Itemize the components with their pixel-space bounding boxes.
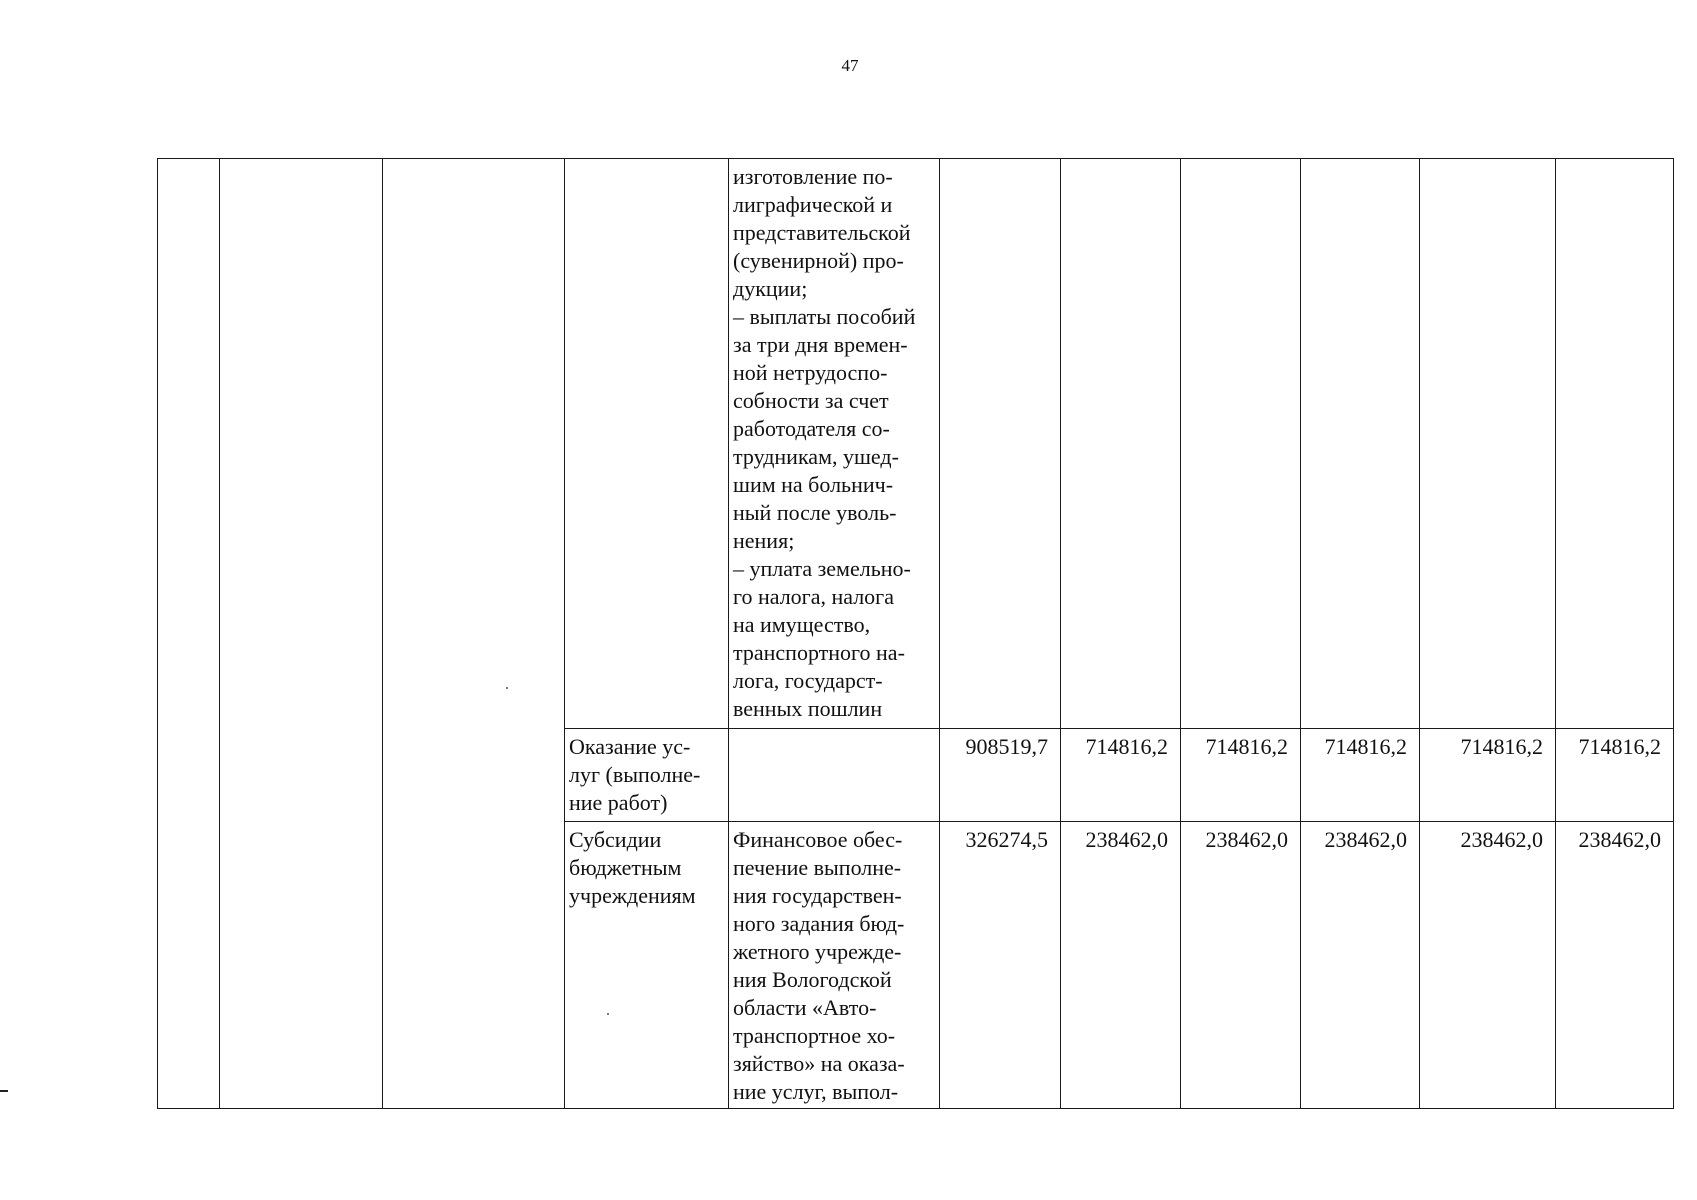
value-text: 238462,0 [1324,827,1407,852]
cell-value [1420,729,1556,822]
value-text: 714816,2 [1324,734,1407,759]
description-text: Финансовое обес- печение выполне- ния государствен- ного задания бюд- жетного учрежде- ния Вологодской области «Авто- транспортное хо- зяйство» на оказа- ние услуг, выпол- [733,827,905,1104]
cell-value [1061,822,1181,1109]
scan-speck [607,1013,609,1015]
value-text: 908519,7 [965,734,1048,759]
cell-category [565,729,729,822]
cell-empty [1061,159,1181,729]
cell-empty [1181,159,1301,729]
cell-value [1420,822,1556,1109]
cell-empty [1556,159,1674,729]
cell-empty [158,159,220,1109]
value-text: 238462,0 [1085,827,1168,852]
value-text: 714816,2 [1205,734,1288,759]
cell-empty [383,159,565,1109]
value-text: 714816,2 [1085,734,1168,759]
value-text: 238462,0 [1460,827,1543,852]
cell-empty [1420,159,1556,729]
cell-empty [1301,159,1420,729]
description-text: изготовление по- лиграфической и представительской (сувенирной) про- дукции; – выплаты пособий за три дня времен- ной нетрудоспо- собности за счет работодателя со- трудникам, ушед- шим на больнич- ный после уволь- нения; – уплата земельно- го налога, налога на имущество, транспортного на- лога, государст- венных пошлин [733,164,916,721]
value-text: 714816,2 [1460,734,1543,759]
budget-table [157,158,1674,1109]
cell-value [1301,729,1420,822]
description-text [729,729,939,733]
category-text: Оказание ус- луг (выполне- ние работ) [569,734,701,815]
cell-value [940,729,1061,822]
value-text: 714816,2 [1578,734,1661,759]
cell-empty [220,159,383,1109]
value-text: 238462,0 [1578,827,1661,852]
cell-value [1181,822,1301,1109]
cell-description [729,822,940,1109]
cell-description [729,729,940,822]
table-row [158,159,1674,729]
page-number: 47 [841,56,859,75]
cell-description [729,159,940,729]
value-text: 238462,0 [1205,827,1288,852]
scan-margin-mark [0,1090,8,1092]
cell-value [1061,729,1181,822]
cell-value [1556,729,1674,822]
cell-value [1556,822,1674,1109]
cell-empty [940,159,1061,729]
cell-value [1301,822,1420,1109]
scan-speck [506,687,508,689]
cell-value [940,822,1061,1109]
category-text: Субсидии бюджетным учреждениям [569,827,696,908]
cell-value [1181,729,1301,822]
cell-empty [565,159,729,729]
cell-category [565,822,729,1109]
value-text: 326274,5 [965,827,1048,852]
